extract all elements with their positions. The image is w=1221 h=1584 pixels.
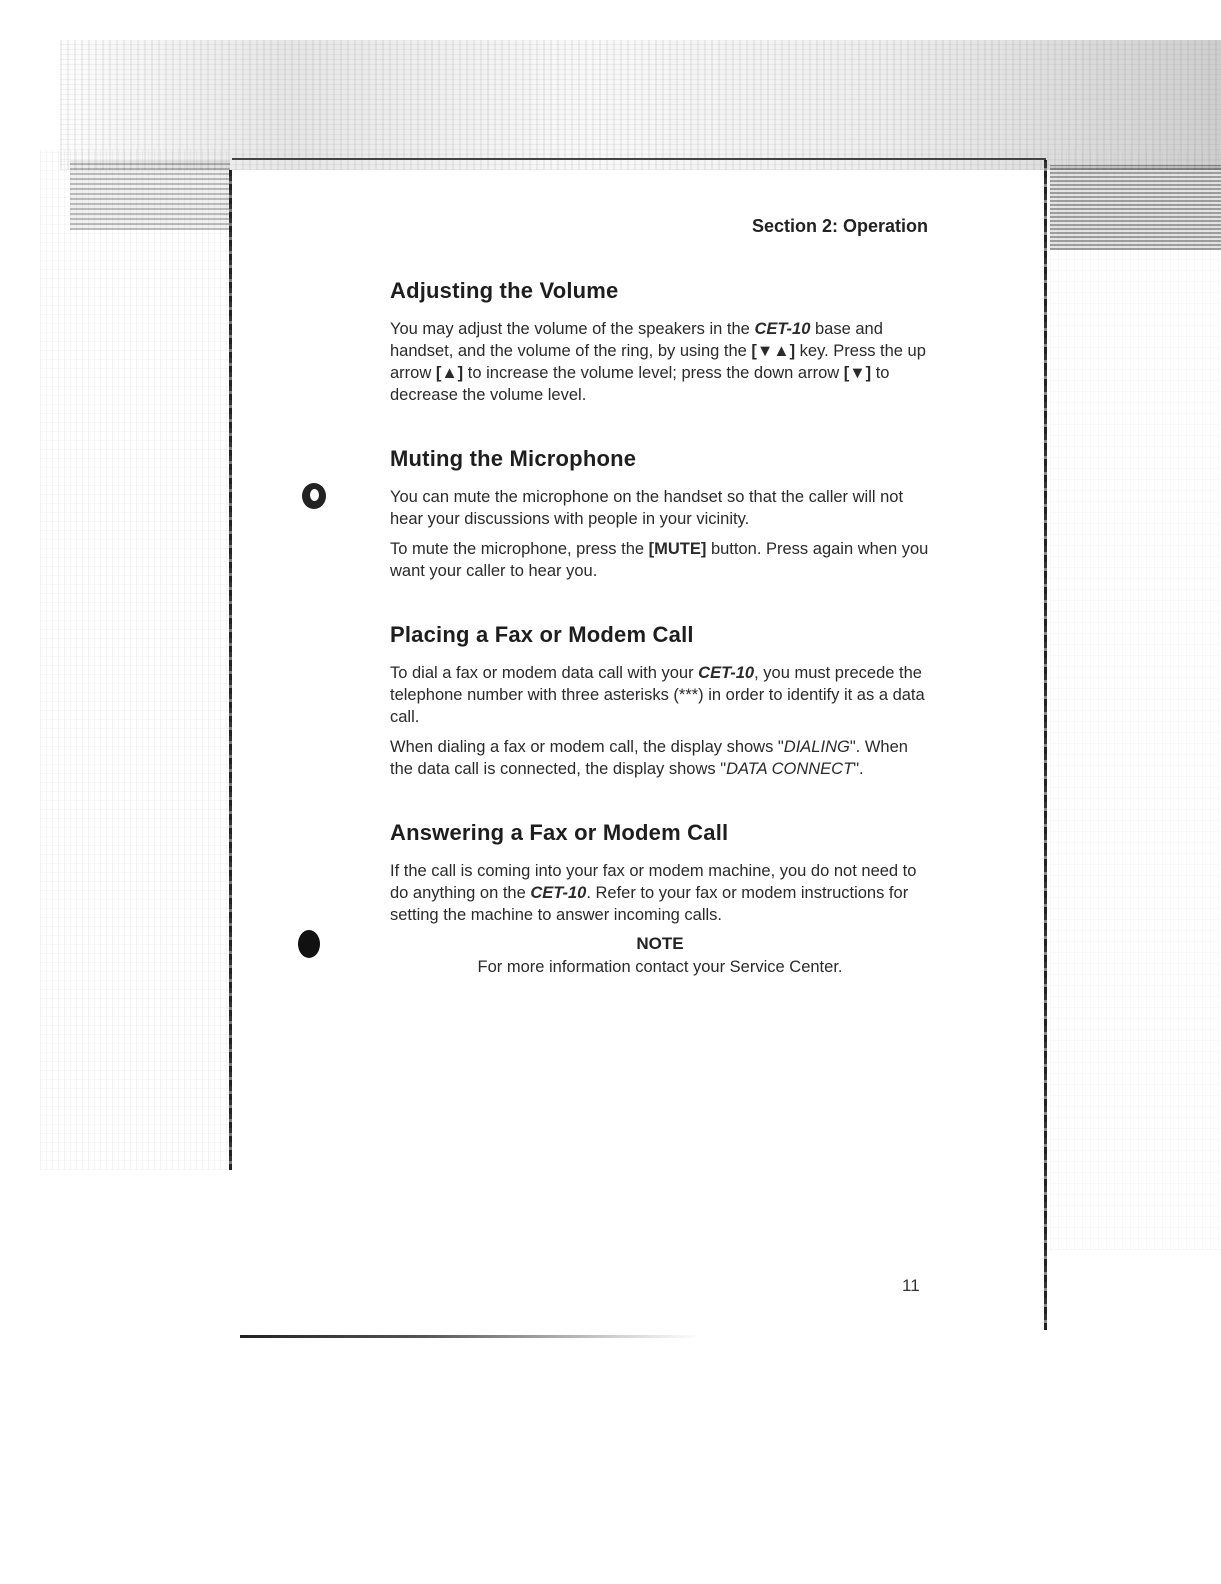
section-muting-microphone	[390, 446, 930, 582]
section-answering-fax-call	[390, 820, 930, 978]
product-name: CET-10	[698, 664, 755, 682]
section-adjusting-volume	[390, 278, 930, 406]
paragraph: If the call is coming into your fax or modem machine, you do not need to do anything on the CET-10. Refer to your fax or modem instructions for setting the machine to answer incoming calls.	[390, 862, 917, 924]
key-down: [▼]	[843, 364, 872, 382]
page-edge-top	[232, 158, 1046, 160]
paragraph: To dial a fax or modem data call with your CET-10, you must precede the telephone number with three asterisks (***) in order to identify it as a data call.	[390, 664, 925, 726]
page-edge-right	[1044, 160, 1047, 1330]
scan-noise-right	[1050, 150, 1221, 1250]
note-text: For more information contact your Service Center.	[477, 958, 843, 976]
scan-noise-top	[60, 40, 1221, 170]
margin-bullet-icon	[298, 930, 320, 958]
section-placing-fax-call	[390, 622, 930, 780]
display-text-dialing: DIALING	[783, 738, 850, 756]
section-title: Placing a Fax or Modem Call	[390, 622, 694, 647]
display-text-data-connect: DATA CONNECT	[726, 760, 854, 778]
page-number: 11	[902, 1276, 920, 1295]
key-mute: [MUTE]	[648, 540, 707, 558]
key-updown: [▼▲]	[751, 342, 796, 360]
paragraph: When dialing a fax or modem call, the display shows "DIALING". When the data call is connected, the display shows "DATA CONNECT".	[390, 738, 908, 778]
product-name: CET-10	[530, 884, 587, 902]
section-header: Section 2: Operation	[752, 216, 929, 236]
paragraph: You can mute the microphone on the handset so that the caller will not hear your discussions with people in your vicinity.	[390, 488, 904, 528]
section-title: Adjusting the Volume	[390, 278, 619, 303]
paragraph: You may adjust the volume of the speakers in the CET-10 base and handset, and the volume of the ring, by using the [▼▲] key. Press the up arrow [▲] to increase the volume level; press the down arrow [▼] to decrease the volume level.	[390, 320, 926, 404]
product-name: CET-10	[754, 320, 811, 338]
scan-dark-band-right	[1050, 165, 1221, 250]
page-edge-left	[229, 170, 232, 1170]
margin-bullet-icon	[302, 483, 326, 509]
note-title: NOTE	[636, 934, 684, 953]
paragraph: To mute the microphone, press the [MUTE] button. Press again when you want your caller to hear you.	[390, 540, 929, 580]
scan-dark-band-left	[70, 160, 230, 230]
section-title: Answering a Fax or Modem Call	[390, 820, 729, 845]
page-content	[390, 278, 930, 1008]
page-edge-bottom	[240, 1335, 700, 1338]
section-title: Muting the Microphone	[390, 446, 637, 471]
scan-noise-left	[40, 150, 230, 1170]
key-up: [▲]	[435, 364, 464, 382]
